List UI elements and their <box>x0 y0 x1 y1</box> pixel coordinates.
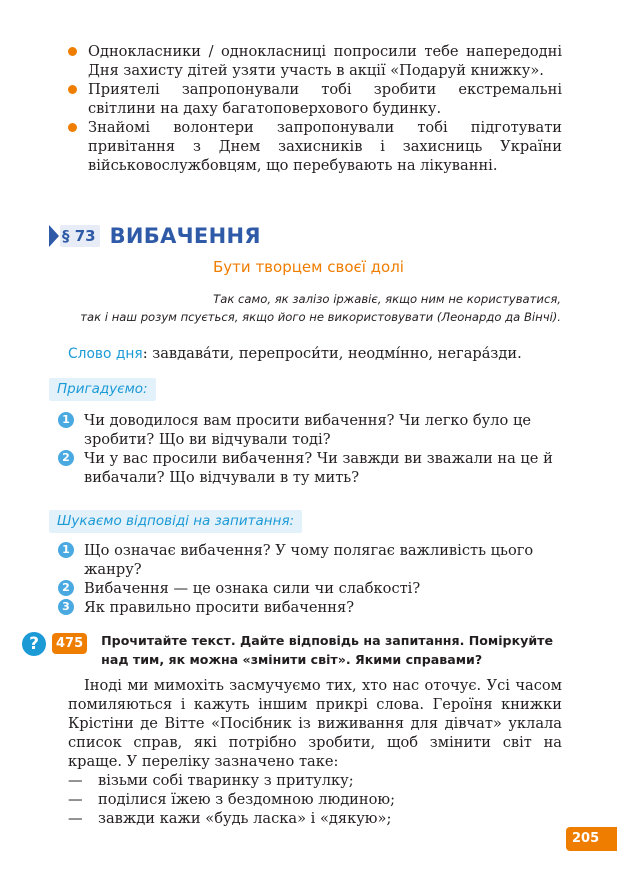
question-number-icon: 1 <box>58 542 74 558</box>
dash-marker: — <box>68 772 83 789</box>
question-text: Чи доводилося вам просити вибачення? Чи легко було це зробити? Що ви відчували тоді? <box>84 412 531 448</box>
exercise-number: 475 <box>52 633 87 654</box>
list-item-text: завжди кажи «будь ласка» і «дякую»; <box>98 810 392 827</box>
page-number: 205 <box>566 827 617 851</box>
list-item <box>68 790 562 809</box>
bullet-item <box>68 118 562 175</box>
section-title: ВИБАЧЕННЯ <box>109 224 261 248</box>
word-of-day-text: : завдава́ти, перепроси́ти, неодмі́нно, негара́зди. <box>142 345 522 362</box>
question-item <box>58 541 564 579</box>
list-item-text: візьми собі тваринку з притулку; <box>98 772 354 789</box>
question-item <box>58 411 564 449</box>
question-number-icon: 1 <box>58 412 74 428</box>
recall-questions <box>58 411 564 487</box>
bullet-text: Однокласники / однокласниці попросили тебе напередодні Дня захисту дітей узяти участь в акції «Подаруй книжку». <box>88 43 562 79</box>
question-number-icon: 2 <box>58 580 74 596</box>
bullet-text: Приятелі запропонували тобі зробити екстремальні світлини на даху багатоповерхового будинку. <box>88 81 562 117</box>
quote-line: Так само, як залізо іржавіє, якщо ним не користуватися, <box>213 292 561 306</box>
exercise-instructions: Прочитайте текст. Дайте відповідь на запитання. Поміркуйте над тим, як можна «змінити світ». Якими справами? <box>101 633 553 667</box>
quote-line: так і наш розум псується, якщо його не використовувати (Леонардо да Вінчі). <box>80 310 561 324</box>
bullet-text: Знайомі волонтери запропонували тобі підготувати привітання з Днем захисників і захисниць України військовослужбовцям, що перебувають на лікуванні. <box>88 119 562 174</box>
bullet-dot-icon <box>68 85 77 94</box>
question-number-icon: 2 <box>58 450 74 466</box>
answer-questions <box>58 541 564 617</box>
question-number-icon: 3 <box>58 599 74 615</box>
section-heading <box>49 223 261 249</box>
question-item <box>58 449 564 487</box>
list-item <box>68 771 562 790</box>
bullet-dot-icon <box>68 123 77 132</box>
word-of-day-label: Слово дня <box>68 346 143 362</box>
reading-paragraph: Іноді ми мимохіть засмучуємо тих, хто нас оточує. Усі часом помиляються і кажуть іншим прикрі слова. Героїня книжки Крістіни де Вітте «Посібник із виживання для дівчат» уклала список справ, які потрібно зробити, щоб змінити світ на краще. У переліку зазначено таке: <box>68 677 562 770</box>
list-item <box>68 809 562 828</box>
section-subtitle: Бути творцем своєї долі <box>213 258 404 276</box>
question-text: Чи у вас просили вибачення? Чи завжди ви зважали на це й вибачали? Що відчували в ту мить? <box>84 450 553 486</box>
question-text: Що означає вибачення? У чому полягає важливість цього жанру? <box>84 542 534 578</box>
dash-marker: — <box>68 791 83 808</box>
question-item <box>58 598 564 617</box>
recall-label: Пригадуємо: <box>49 378 156 401</box>
bullet-item <box>68 80 562 118</box>
question-text: Як правильно просити вибачення? <box>84 599 355 616</box>
bullet-dot-icon <box>68 47 77 56</box>
answers-label: Шукаємо відповіді на запитання: <box>49 510 302 533</box>
intro-bullet-list <box>68 42 562 175</box>
epigraph-quote <box>41 290 561 326</box>
section-arrow-icon <box>49 225 59 247</box>
bullet-item <box>68 42 562 80</box>
dash-marker: — <box>68 810 83 827</box>
section-number: § 73 <box>60 225 100 247</box>
list-item-text: поділися їжею з бездомною людиною; <box>98 791 396 808</box>
question-text: Вибачення — це ознака сили чи слабкості? <box>84 580 421 597</box>
exercise-task <box>22 631 568 669</box>
question-item <box>58 579 564 598</box>
question-mark-icon: ? <box>22 632 46 656</box>
word-of-day <box>68 344 568 364</box>
